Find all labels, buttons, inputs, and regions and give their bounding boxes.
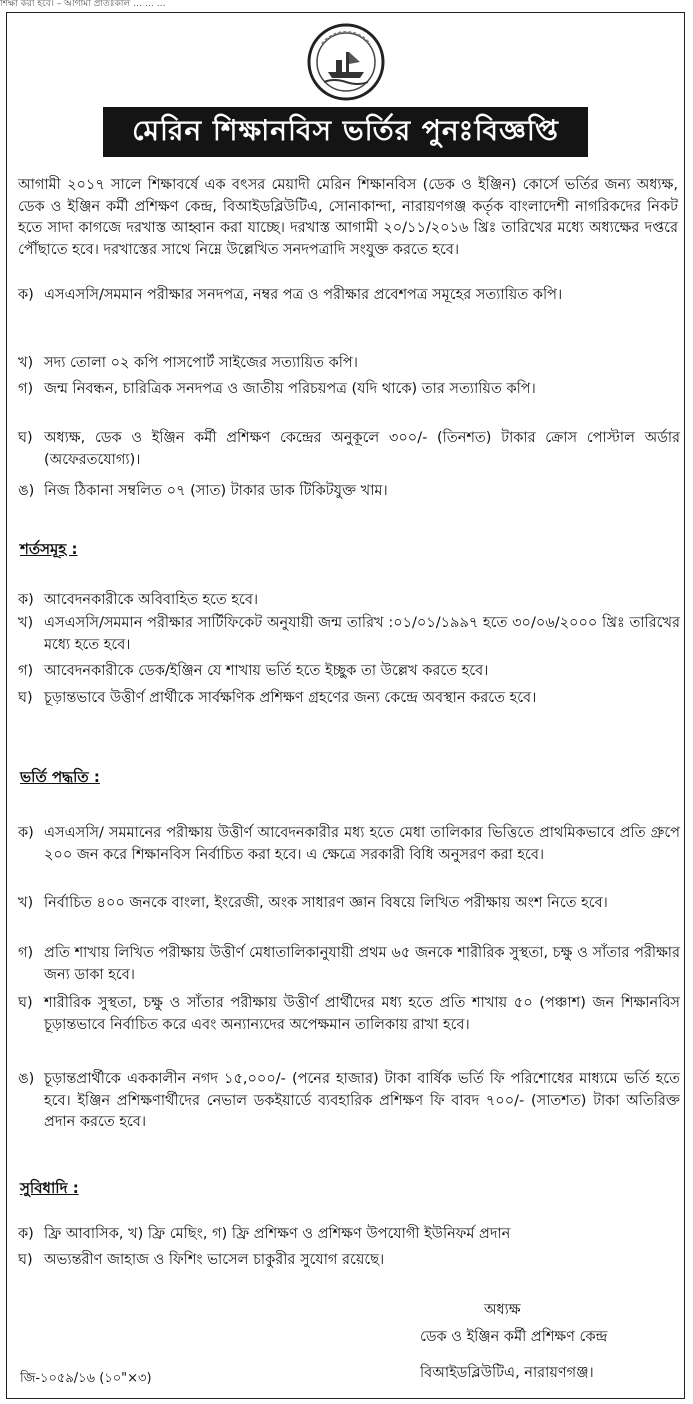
document-item [18,379,680,401]
intro-paragraph: আগামী ২০১৭ সালে শিক্ষাবর্ষে এক বৎসর মেয়াদী মেরিন শিক্ষানবিস (ডেক ও ইঞ্জিন) কোর্সে ভর্তির জন্য অধ্যক্ষ, ডেক ও ইঞ্জিন কর্মী প্রশিক্ষণ কেন্দ্র, বিআইডব্লিউটিএ, সোনাকান্দা, নারায়ণগঞ্জ কর্তৃক বাংলাদেশী নাগরিকদের নিকট হতে সাদা কাগজে দরখাস্ত আহ্বান করা যাচ্ছে। দরখাস্ত আগামী ২০/১১/২০১৬ খ্রিঃ তারিখের মধ্যে অধ্যক্ষের দপ্তরে পৌঁছাতে হবে। দরখাস্তের সাথে নিম্নে উল্লেখিত সনদপত্রাদি সংযুক্ত করতে হবে। [18,177,678,258]
admission-item [18,823,680,866]
item-text: চূড়ান্তপ্রার্থীকে এককালীন নগদ ১৫,০০০/- (পনের হাজার) টাকা বার্ষিক ভর্তি ফি পরিশোধের মাধ্যমে ভর্তি হতে হবে। ইঞ্জিন প্রশিক্ষণার্থীদের নেভাল ডকইয়ার্ডে ব্যবহারিক প্রশিক্ষণ ফি বাবদ ৭০০/- (সাতশত) টাকা অতিরিক্ত প্রদান করতে হবে। [44,1071,680,1130]
document-item [18,285,680,307]
item-text: শারীরিক সুস্থতা, চক্ষু ও সাঁতার পরীক্ষায় উত্তীর্ণ প্রার্থীদের মধ্য হতে প্রতি শাখায় ৫০ (পঞ্চাশ) জন শিক্ষানবিস চূড়ান্তভাবে নির্বাচিত করে এবং অন্যান্যদের অপেক্ষমান তালিকায় রাখা হবে। [44,995,680,1033]
notice-title: মেরিন শিক্ষানবিস ভর্তির পুনঃবিজ্ঞপ্তি [103,107,588,157]
document-item [18,428,680,471]
item-text: এসএসসি/ সমমানের পরীক্ষায় উত্তীর্ণ আবেদনকারীর মধ্য হতে মেধা তালিকার ভিত্তিতে প্রাথমিকভাবে প্রতি গ্রুপে ২০০ জন করে শিক্ষানবিস নির্বাচিত করা হবে। এ ক্ষেত্রে সরকারী বিধি অনুসরণ করা হবে। [44,825,680,863]
item-label: ঘ) [18,430,33,446]
item-label: ঘ) [18,995,33,1011]
item-text: নির্বাচিত ৪০০ জনকে বাংলা, ইংরেজী, অংক সাধারণ জ্ঞান বিষয়ে লিখিত পরীক্ষায় অংশ নিতে হবে। [44,895,608,911]
cropped-top-text: শিক্ষা করা হবে। – আগামী প্রাতঃকাল … … … [0,0,166,8]
item-label: গ) [18,381,34,397]
item-label: ক) [18,825,34,841]
signature-organization: ডেক ও ইঞ্জিন কর্মী প্রশিক্ষণ কেন্দ্র [420,1329,608,1345]
item-text: নিজ ঠিকানা সম্বলিত ০৭ (সাত) টাকার ডাক টিকিটযুক্ত খাম। [44,483,388,499]
item-text: প্রতি শাখায় লিখিত পরীক্ষায় উত্তীর্ণ মেধাতালিকানুযায়ী প্রথম ৬৫ জনকে শারীরিক সুস্থতা, চক্ষু ও সাঁতার পরীক্ষার জন্য ডাকা হবে। [44,945,680,983]
item-label: গ) [18,945,34,961]
benefit-item [18,1250,680,1272]
document-item [18,481,680,503]
item-label: ঘ) [18,1252,33,1268]
condition-item [18,661,680,683]
benefits-heading: সুবিধাদি : [20,1179,79,1197]
item-text: অভ্যন্তরীণ জাহাজ ও ফিশিং ভাসেল চাকুরীর সুযোগ রয়েছে। [44,1252,385,1268]
item-text: এসএসসি/সমমান পরীক্ষার সার্টিফিকেট অনুযায়ী জন্ম তারিখ :০১/০১/১৯৯৭ হতে ৩০/০৬/২০০০ খ্রিঃ তারিখের মধ্যে হতে হবে। [44,615,680,653]
item-text: আবেদনকারীকে ডেক/ইঞ্জিন যে শাখায় ভর্তি হতে ইচ্ছুক তা উল্লেখ করতে হবে। [44,663,489,679]
signature-designation: অধ্যক্ষ [484,1302,521,1318]
item-text: চূড়ান্তভাবে উত্তীর্ণ প্রার্থীকে সার্বক্ষণিক প্রশিক্ষণ গ্রহণের জন্য কেন্দ্রে অবস্থান করতে হবে। [44,690,537,706]
reference-number: জি-১০৫৯/১৬ (১০"×৩) [20,1371,152,1386]
admission-item [18,943,680,986]
admission-heading: ভর্তি পদ্ধতি : [20,768,100,786]
condition-item [18,613,680,656]
item-text: আবেদনকারীকে অবিবাহিত হতে হবে। [44,592,259,608]
document-item [18,353,680,375]
condition-item [18,590,680,612]
biwta-logo-icon [306,22,386,102]
admission-item [18,1069,680,1134]
conditions-heading: শর্তসমূহ : [20,540,78,558]
item-label: ক) [18,592,34,608]
item-text: এসএসসি/সমমান পরীক্ষার সনদপত্র, নম্বর পত্র ও পরীক্ষার প্রবেশপত্র সমূহের সত্যায়িত কপি। [44,287,563,303]
item-label: গ) [18,663,34,679]
item-label: ক) [18,287,34,303]
item-text: সদ্য তোলা ০২ কপি পাসপোর্ট সাইজের সত্যায়িত কপি। [44,355,358,371]
item-text: অধ্যক্ষ, ডেক ও ইঞ্জিন কর্মী প্রশিক্ষণ কেন্দ্রের অনুকূলে ৩০০/- (তিনশত) টাকার ক্রোস পোস্টাল অর্ডার (অফেরতযোগ্য)। [44,430,680,468]
item-text: জন্ম নিবন্ধন, চারিত্রিক সনদপত্র ও জাতীয় পরিচয়পত্র (যদি থাকে) তার সত্যায়িত কপি। [44,381,536,397]
item-label: খ) [18,895,34,911]
admission-item [18,993,680,1036]
item-label: ঘ) [18,690,33,706]
item-label: খ) [18,615,34,631]
signature-place: বিআইডব্লিউটিএ, নারায়ণগঞ্জ। [420,1365,594,1381]
item-text: ফ্রি আবাসিক, খ) ফ্রি মেছিং, গ) ফ্রি প্রশিক্ষণ ও প্রশিক্ষণ উপযোগী ইউনিফর্ম প্রদান [44,1226,511,1242]
item-label: ক) [18,1226,34,1242]
condition-item [18,688,680,710]
benefit-item [18,1224,680,1246]
admission-item [18,893,680,915]
item-label: খ) [18,355,34,371]
item-label: ঙ) [18,483,35,499]
item-label: ঙ) [18,1071,35,1087]
